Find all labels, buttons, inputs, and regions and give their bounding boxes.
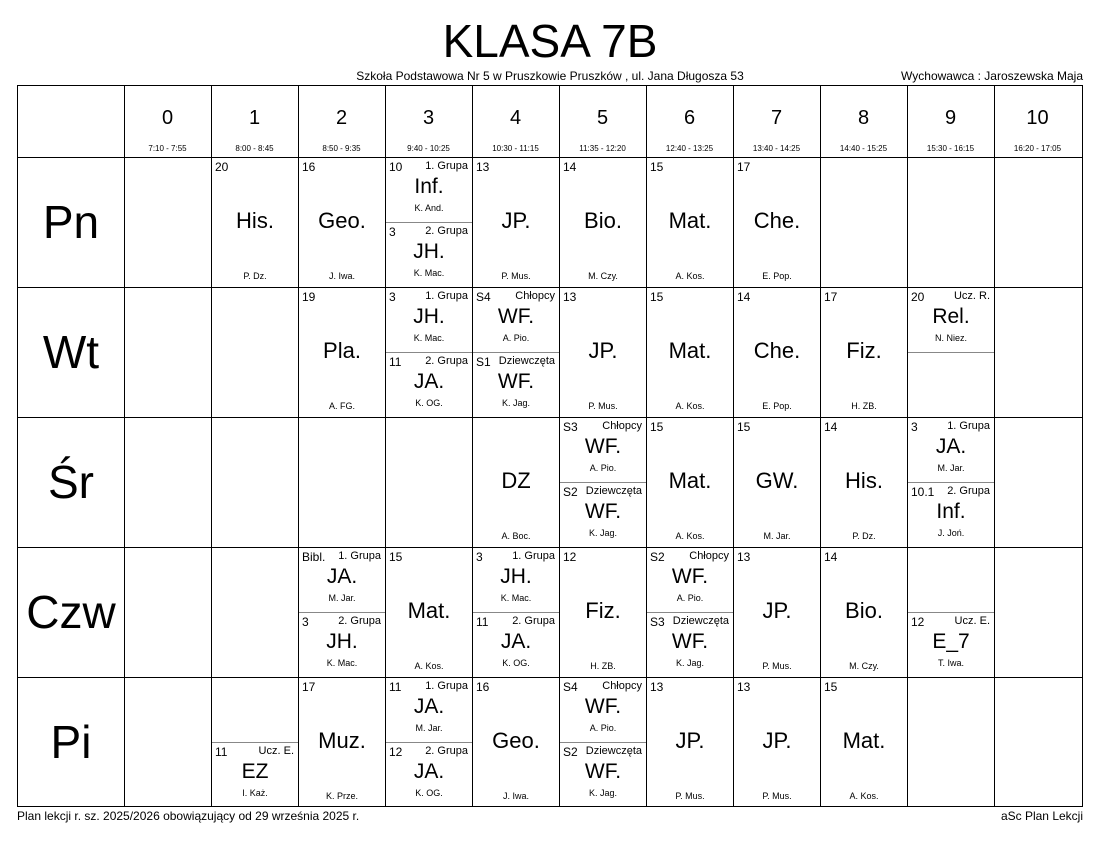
split-separator (473, 612, 559, 613)
split-separator (908, 482, 994, 483)
lesson-subject: JA. (500, 630, 532, 653)
period-time: 12:40 - 13:25 (665, 144, 714, 153)
lesson-subject: Mat. (407, 598, 451, 623)
lesson-teacher: M. Jar. (937, 463, 965, 473)
lesson-subject: JH. (326, 630, 358, 653)
period-time: 9:40 - 10:25 (407, 144, 450, 153)
lesson-teacher: K. OG. (415, 788, 443, 798)
lesson-room: S4 (476, 290, 491, 304)
lesson-cell[interactable] (908, 288, 994, 352)
lesson-cell[interactable] (386, 678, 472, 742)
lesson-cell[interactable] (647, 678, 733, 807)
lesson-teacher: M. Jar. (763, 531, 791, 541)
lesson-cell[interactable] (386, 223, 472, 287)
lesson-room: S3 (563, 420, 578, 434)
lesson-subject: Bio. (584, 208, 622, 233)
lesson-teacher: A. FG. (328, 401, 355, 411)
lesson-subject: JH. (500, 565, 532, 588)
lesson-cell[interactable] (386, 158, 472, 222)
lesson-subject: Rel. (932, 305, 970, 328)
period-time: 13:40 - 14:25 (752, 144, 801, 153)
lesson-subject: Inf. (936, 500, 966, 523)
lesson-teacher: P. Dz. (852, 531, 876, 541)
lesson-cell[interactable] (560, 288, 646, 417)
lesson-subject: JA. (413, 760, 445, 783)
lesson-cell[interactable] (473, 353, 559, 417)
lesson-cell[interactable] (821, 288, 907, 417)
lesson-room: 12 (389, 745, 403, 759)
lesson-teacher: M. Jar. (415, 723, 443, 733)
lesson-cell[interactable] (647, 613, 733, 677)
lesson-subject: Che. (753, 208, 801, 233)
lesson-room: 11 (389, 680, 402, 694)
period-time: 14:40 - 15:25 (839, 144, 888, 153)
lesson-room: S1 (476, 355, 491, 369)
lesson-cell[interactable] (473, 548, 559, 612)
lesson-teacher: E. Pop. (762, 401, 792, 411)
period-number: 9 (944, 107, 957, 129)
split-separator (560, 742, 646, 743)
lesson-room: 17 (824, 290, 838, 304)
lesson-cell[interactable] (386, 353, 472, 417)
lesson-teacher: K. Mac. (326, 658, 358, 668)
lesson-teacher: P. Mus. (762, 661, 792, 671)
lesson-teacher: A. Pio. (589, 723, 617, 733)
lesson-teacher: P. Mus. (501, 271, 531, 281)
class-title: KLASA 7B (442, 15, 658, 67)
period-number: 4 (509, 107, 522, 129)
lesson-group: 1. Grupa (425, 160, 468, 172)
lesson-subject: Mat. (668, 208, 712, 233)
lesson-group: 1. Grupa (425, 290, 468, 302)
lesson-group: 1. Grupa (425, 680, 468, 692)
day-label: Czw (26, 586, 116, 638)
lesson-teacher: K. Jag. (588, 528, 617, 538)
lesson-cell[interactable] (473, 418, 559, 547)
lesson-subject: Pla. (323, 338, 361, 363)
split-separator (299, 612, 385, 613)
lesson-teacher: A. Kos. (849, 791, 879, 801)
lesson-cell[interactable] (647, 418, 733, 547)
lesson-cell[interactable] (734, 288, 820, 417)
period-time: 8:50 - 9:35 (322, 144, 361, 153)
lesson-group: 2. Grupa (947, 485, 990, 497)
lesson-teacher: K. And. (414, 203, 444, 213)
lesson-room: 14 (824, 550, 838, 564)
lesson-cell[interactable] (734, 678, 820, 807)
lesson-subject: Fiz. (585, 598, 621, 623)
lesson-cell[interactable] (560, 548, 646, 677)
lesson-cell[interactable] (473, 158, 559, 287)
lesson-cell[interactable] (386, 548, 472, 677)
lesson-room: 12 (911, 615, 925, 629)
split-separator (560, 482, 646, 483)
lesson-subject: Mat. (668, 338, 712, 363)
lesson-subject: WF. (584, 435, 622, 458)
lesson-teacher: J. Iwa. (328, 271, 355, 281)
lesson-cell[interactable] (299, 158, 385, 287)
lesson-room: S2 (563, 485, 578, 499)
lesson-room: 3 (476, 550, 483, 564)
lesson-cell[interactable] (647, 548, 733, 612)
lesson-teacher: A. Kos. (675, 271, 705, 281)
lesson-subject: WF. (584, 695, 622, 718)
lesson-room: 11 (389, 355, 402, 369)
period-number: 0 (161, 107, 174, 129)
lesson-group: 1. Grupa (338, 550, 381, 562)
lesson-subject: His. (236, 208, 274, 233)
lesson-teacher: K. Jag. (675, 658, 704, 668)
lesson-group: Ucz. E. (954, 615, 990, 627)
lesson-group: Dziewczęta (585, 485, 642, 497)
lesson-cell[interactable] (473, 613, 559, 677)
homeroom-teacher: Wychowawca : Jaroszewska Maja (901, 69, 1083, 83)
lesson-subject: DZ (501, 468, 531, 493)
lesson-cell[interactable] (212, 743, 298, 807)
lesson-cell[interactable] (734, 548, 820, 677)
lesson-subject: JH. (413, 240, 445, 263)
lesson-teacher: H. ZB. (590, 661, 616, 671)
period-time: 11:35 - 12:20 (579, 144, 626, 153)
lesson-teacher: T. Iwa. (937, 658, 964, 668)
lesson-cell[interactable] (647, 288, 733, 417)
lesson-teacher: K. Mac. (413, 333, 445, 343)
lesson-teacher: A. Pio. (676, 593, 704, 603)
period-number: 8 (857, 107, 870, 129)
lesson-cell[interactable] (908, 418, 994, 482)
lesson-teacher: A. Kos. (675, 401, 705, 411)
lesson-teacher: K. Jag. (501, 398, 530, 408)
lesson-room: 20 (215, 160, 229, 174)
period-time: 7:10 - 7:55 (148, 144, 187, 153)
period-number: 2 (335, 107, 348, 129)
lesson-subject: Inf. (414, 175, 444, 198)
lesson-room: 15 (389, 550, 403, 564)
lesson-room: 15 (650, 420, 664, 434)
period-time: 8:00 - 8:45 (235, 144, 274, 153)
split-separator (908, 612, 994, 613)
lesson-teacher: P. Mus. (675, 791, 705, 801)
lesson-teacher: P. Mus. (588, 401, 618, 411)
lesson-teacher: A. Kos. (675, 531, 705, 541)
lesson-teacher: K. OG. (415, 398, 443, 408)
lesson-subject: Bio. (845, 598, 883, 623)
lesson-room: 3 (389, 225, 396, 239)
split-separator (473, 352, 559, 353)
lesson-teacher: K. Prze. (325, 791, 358, 801)
lesson-cell[interactable] (821, 678, 907, 807)
lesson-room: 19 (302, 290, 316, 304)
lesson-cell[interactable] (734, 158, 820, 287)
lesson-cell[interactable] (386, 288, 472, 352)
split-separator (386, 352, 472, 353)
lesson-subject: Geo. (318, 208, 366, 233)
lesson-group: 2. Grupa (425, 355, 468, 367)
period-time: 16:20 - 17:05 (1013, 144, 1062, 153)
lesson-cell[interactable] (908, 483, 994, 547)
lesson-cell[interactable] (212, 158, 298, 287)
split-separator (908, 352, 994, 353)
lesson-subject: JP. (762, 598, 792, 623)
timetable-grid (17, 85, 1083, 807)
lesson-teacher: A. Pio. (502, 333, 530, 343)
lesson-subject: Fiz. (846, 338, 882, 363)
lesson-group: 1. Grupa (947, 420, 990, 432)
lesson-teacher: A. Kos. (414, 661, 444, 671)
lesson-cell[interactable] (299, 613, 385, 677)
lesson-cell[interactable] (473, 288, 559, 352)
lesson-cell[interactable] (560, 483, 646, 547)
lesson-cell[interactable] (473, 678, 559, 807)
lesson-room: S3 (650, 615, 665, 629)
lesson-teacher: M. Czy. (588, 271, 618, 281)
lesson-room: 14 (563, 160, 577, 174)
lesson-subject: GW. (755, 468, 799, 493)
school-info: Szkoła Podstawowa Nr 5 w Pruszkowie Pruszków , ul. Jana Długosza 53 (356, 69, 744, 83)
lesson-subject: JA. (326, 565, 358, 588)
lesson-teacher: J. Joń. (937, 528, 965, 538)
lesson-room: 13 (737, 550, 751, 564)
lesson-group: Dziewczęta (585, 745, 642, 757)
lesson-room: 10 (389, 160, 403, 174)
lesson-room: S2 (563, 745, 578, 759)
lesson-group: Ucz. R. (953, 290, 990, 302)
lesson-cell[interactable] (647, 158, 733, 287)
lesson-subject: JP. (501, 208, 531, 233)
lesson-room: 10.1 (911, 485, 935, 499)
lesson-room: 20 (911, 290, 925, 304)
lesson-subject: Mat. (668, 468, 712, 493)
lesson-subject: JP. (762, 728, 792, 753)
lesson-teacher: K. Mac. (500, 593, 532, 603)
lesson-group: Chłopcy (602, 420, 642, 432)
lesson-room: 11 (476, 615, 489, 629)
period-number: 1 (248, 107, 261, 129)
lesson-room: 15 (650, 290, 664, 304)
lesson-room: 17 (302, 680, 316, 694)
split-separator (386, 222, 472, 223)
lesson-room: S2 (650, 550, 665, 564)
grid-line (124, 86, 125, 806)
lesson-room: 3 (911, 420, 918, 434)
period-number: 6 (683, 107, 696, 129)
lesson-cell[interactable] (908, 613, 994, 677)
lesson-subject: JA. (413, 695, 445, 718)
lesson-subject: WF. (671, 630, 709, 653)
lesson-subject: JP. (675, 728, 705, 753)
lesson-teacher: E. Pop. (762, 271, 792, 281)
day-label: Wt (42, 326, 100, 378)
lesson-cell[interactable] (299, 288, 385, 417)
lesson-teacher: P. Dz. (243, 271, 267, 281)
lesson-subject: EZ (241, 760, 269, 783)
period-time: 15:30 - 16:15 (926, 144, 975, 153)
lesson-group: 1. Grupa (512, 550, 555, 562)
day-label: Pi (50, 716, 92, 768)
lesson-room: 15 (824, 680, 838, 694)
lesson-cell[interactable] (299, 548, 385, 612)
lesson-room: 12 (563, 550, 577, 564)
lesson-group: Chłopcy (689, 550, 729, 562)
lesson-teacher: M. Czy. (849, 661, 879, 671)
lesson-cell[interactable] (299, 678, 385, 807)
day-label: Śr (48, 456, 94, 508)
period-number: 7 (770, 107, 783, 129)
lesson-room: 13 (650, 680, 664, 694)
lesson-room: 17 (737, 160, 751, 174)
period-number: 10 (1026, 107, 1049, 129)
lesson-subject: Che. (753, 338, 801, 363)
lesson-cell[interactable] (821, 548, 907, 677)
lesson-group: 2. Grupa (425, 225, 468, 237)
lesson-room: 13 (563, 290, 577, 304)
period-time: 10:30 - 11:15 (492, 144, 539, 153)
lesson-cell[interactable] (560, 158, 646, 287)
generator-credit: aSc Plan Lekcji (1000, 809, 1083, 823)
lesson-cell[interactable] (386, 743, 472, 807)
lesson-room: 16 (476, 680, 490, 694)
lesson-subject: JA. (935, 435, 967, 458)
lesson-subject: WF. (584, 500, 622, 523)
lesson-subject: WF. (671, 565, 709, 588)
lesson-subject: Geo. (492, 728, 540, 753)
lesson-cell[interactable] (560, 678, 646, 742)
lesson-room: S4 (563, 680, 578, 694)
lesson-room: Bibl. (302, 550, 326, 564)
lesson-cell[interactable] (560, 418, 646, 482)
lesson-room: 13 (737, 680, 751, 694)
day-label: Pn (42, 196, 100, 248)
lesson-subject: WF. (497, 370, 535, 393)
period-number: 5 (596, 107, 609, 129)
lesson-room: 16 (302, 160, 316, 174)
lesson-room: 3 (302, 615, 309, 629)
lesson-cell[interactable] (821, 418, 907, 547)
lesson-subject: E_7 (932, 630, 970, 653)
lesson-subject: Mat. (842, 728, 886, 753)
lesson-group: Dziewczęta (498, 355, 555, 367)
lesson-teacher: A. Pio. (589, 463, 617, 473)
lesson-teacher: K. Jag. (588, 788, 617, 798)
lesson-subject: WF. (497, 305, 535, 328)
lesson-teacher: J. Iwa. (502, 791, 529, 801)
lesson-room: 14 (824, 420, 838, 434)
validity-note: Plan lekcji r. sz. 2025/2026 obowiązujący od 29 września 2025 r. (17, 809, 360, 823)
lesson-teacher: K. Mac. (413, 268, 445, 278)
lesson-group: Chłopcy (602, 680, 642, 692)
lesson-teacher: A. Boc. (501, 531, 531, 541)
lesson-subject: WF. (584, 760, 622, 783)
lesson-teacher: H. ZB. (851, 401, 877, 411)
lesson-group: Dziewczęta (672, 615, 729, 627)
lesson-cell[interactable] (734, 418, 820, 547)
lesson-room: 14 (737, 290, 751, 304)
lesson-room: 15 (737, 420, 751, 434)
lesson-subject: Muz. (318, 728, 366, 753)
lesson-group: Ucz. E. (258, 745, 294, 757)
lesson-room: 15 (650, 160, 664, 174)
lesson-room: 13 (476, 160, 490, 174)
lesson-group: Chłopcy (515, 290, 555, 302)
lesson-teacher: I. Każ. (242, 788, 268, 798)
split-separator (647, 612, 733, 613)
lesson-group: 2. Grupa (338, 615, 381, 627)
lesson-room: 3 (389, 290, 396, 304)
lesson-teacher: P. Mus. (762, 791, 792, 801)
lesson-cell[interactable] (560, 743, 646, 807)
period-number: 3 (422, 107, 435, 129)
lesson-subject: JP. (588, 338, 618, 363)
lesson-teacher: N. Niez. (934, 333, 967, 343)
lesson-group: 2. Grupa (512, 615, 555, 627)
lesson-subject: JH. (413, 305, 445, 328)
split-separator (212, 742, 298, 743)
lesson-subject: His. (845, 468, 883, 493)
split-separator (386, 742, 472, 743)
lesson-room: 11 (215, 745, 228, 759)
lesson-subject: JA. (413, 370, 445, 393)
lesson-group: 2. Grupa (425, 745, 468, 757)
grid-line (994, 86, 995, 806)
lesson-teacher: K. OG. (502, 658, 530, 668)
lesson-teacher: M. Jar. (328, 593, 356, 603)
